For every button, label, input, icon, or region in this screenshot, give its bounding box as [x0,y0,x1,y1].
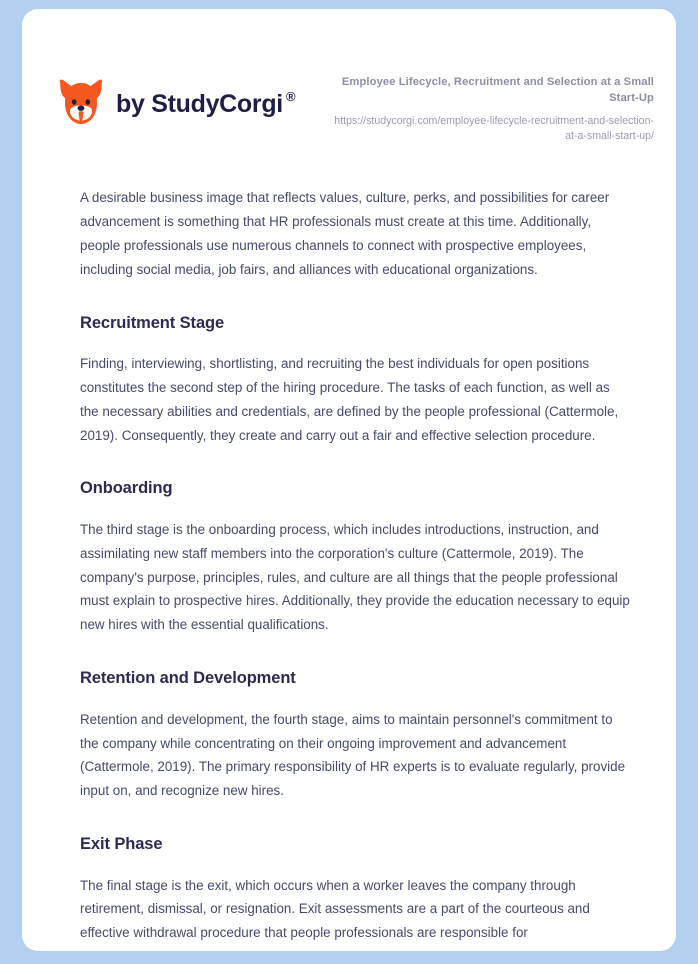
document-page [22,9,676,951]
brand-wordmark [116,88,296,118]
section-heading-onboarding: Onboarding [80,479,173,498]
section-paragraph-exit-phase: The final stage is the exit, which occurs when a worker leaves the company through retirement, dismissal, or resignation. Exit assessments are a part of the courteous and effective withdrawal procedure that people professionals are responsible for [80,877,590,941]
section-heading-exit-phase: Exit Phase [80,835,163,854]
section-heading-retention-and-development: Retention and Development [80,669,296,688]
section-paragraph-retention-and-development: Retention and development, the fourth stage, aims to maintain personnel's commitment to the company while concentrating on their ongoing improvement and advancement (Cattermole, 2019). The primary responsibility of HR experts is to evaluate regularly, provide input on, and recognize new hires. [80,711,626,799]
brand-logo-group [58,71,295,129]
brand-wordmark-text: by StudyCorgi [116,89,283,118]
registered-trademark-icon: ® [285,88,296,104]
section-heading-recruitment-stage: Recruitment Stage [80,313,225,332]
document-header [22,9,676,145]
lead-paragraph: A desirable business image that reflects values, culture, perks, and possibilities for career advancement is something that HR professionals must create at this time. Additionally, people professionals use numerous channels to connect with prospective employees, including social media, job fairs, and alliances with educational organizations. [80,190,610,277]
section-paragraph-onboarding: The third stage is the onboarding process, which includes introductions, instruction, and assimilating new staff members into the corporation's culture (Cattermole, 2019). The company's purpose, principles, rules, and culture are all things that the people professional must explain to prospective hires. Additionally, they provide the education necessary to equip new hires with the essential qualifications. [80,521,630,633]
corgi-logo-icon [58,79,104,129]
source-url[interactable]: https://studycorgi.com/employee-lifecycle-recruitment-and-selection-at-a-small-start-up/ [334,114,654,143]
page-title: Employee Lifecycle, Recruitment and Selection at a Small Start-Up [341,76,654,104]
section-paragraph-recruitment-stage: Finding, interviewing, shortlisting, and recruiting the best individuals for open positions constitutes the second step of the hiring procedure. The tasks of each function, as well as the necessary abilities and credentials, are defined by the people professional (Cattermole, 2019). Consequently, they create and carry out a fair and effective selection procedure. [80,356,619,443]
document-content [22,186,676,945]
document-meta [324,71,654,145]
